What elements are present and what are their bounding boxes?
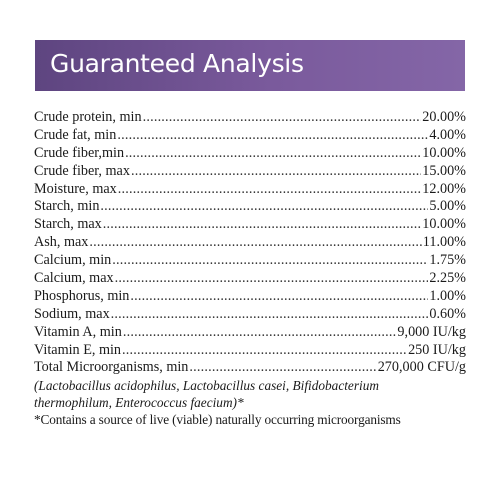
dot-leader xyxy=(115,270,429,287)
analysis-row xyxy=(34,342,466,360)
nutrient-value: 1.75% xyxy=(429,252,466,269)
dot-leader xyxy=(117,127,428,144)
nutrient-value: 9,000 IU/kg xyxy=(397,323,466,340)
analysis-row xyxy=(34,234,466,252)
nutrient-value: 270,000 CFU/g xyxy=(377,359,466,376)
analysis-list xyxy=(34,109,466,428)
nutrient-value: 11.00% xyxy=(422,234,466,251)
analysis-row xyxy=(34,216,466,234)
nutrient-value: 15.00% xyxy=(422,162,466,179)
page-title: Guaranteed Analysis xyxy=(50,49,304,78)
analysis-row xyxy=(34,127,466,145)
analysis-row xyxy=(34,306,466,324)
nutrient-value: 5.00% xyxy=(429,198,466,215)
dot-leader xyxy=(112,252,428,269)
nutrient-value: 20.00% xyxy=(422,109,466,125)
nutrient-label: Crude fiber,min xyxy=(34,144,125,161)
nutrient-label: Ash, max xyxy=(34,234,89,251)
nutrient-value: 0.60% xyxy=(429,305,466,322)
analysis-row xyxy=(34,109,466,127)
analysis-row xyxy=(34,163,466,181)
nutrient-label: Calcium, max xyxy=(34,270,114,287)
analysis-row xyxy=(34,181,466,199)
footnote: *Contains a source of live (viable) naturally occurring microorganisms xyxy=(34,412,401,428)
analysis-row xyxy=(34,252,466,270)
nutrient-label: Crude fat, min xyxy=(34,126,117,143)
analysis-row xyxy=(34,270,466,288)
dot-leader xyxy=(89,234,421,251)
dot-leader xyxy=(130,288,428,305)
microorganism-species-line-1: (Lactobacillus acidophilus, Lactobacillus casei, Bifidobacterium xyxy=(34,378,379,394)
nutrient-value: 10.00% xyxy=(422,216,466,233)
nutrient-label: Starch, min xyxy=(34,198,100,215)
nutrient-label: Moisture, max xyxy=(34,180,117,197)
analysis-row xyxy=(34,145,466,163)
nutrient-value: 10.00% xyxy=(422,144,466,161)
dot-leader xyxy=(123,324,397,341)
dot-leader xyxy=(118,181,422,198)
microorganism-species-line-2: thermophilum, Enterococcus faecium)* xyxy=(34,395,244,411)
dot-leader xyxy=(125,145,421,162)
nutrient-label: Phosphorus, min xyxy=(34,287,130,304)
dot-leader xyxy=(111,306,429,323)
dot-leader xyxy=(131,163,421,180)
nutrient-label: Crude protein, min xyxy=(34,109,142,125)
analysis-row xyxy=(34,198,466,216)
dot-leader xyxy=(122,342,407,359)
nutrient-value: 12.00% xyxy=(422,180,466,197)
dot-leader xyxy=(100,198,428,215)
nutrient-label: Sodium, max xyxy=(34,305,110,322)
nutrient-value: 1.00% xyxy=(429,287,466,304)
analysis-row xyxy=(34,359,466,377)
header-banner xyxy=(35,40,465,91)
nutrient-label: Vitamin E, min xyxy=(34,341,122,358)
nutrient-label: Total Microorganisms, min xyxy=(34,359,189,376)
nutrient-value: 4.00% xyxy=(429,126,466,143)
analysis-row xyxy=(34,324,466,342)
nutrient-label: Starch, max xyxy=(34,216,102,233)
analysis-row xyxy=(34,288,466,306)
nutrient-label: Crude fiber, max xyxy=(34,162,130,179)
nutrient-value: 250 IU/kg xyxy=(408,341,466,358)
nutrient-value: 2.25% xyxy=(429,270,466,287)
dot-leader xyxy=(103,216,421,233)
dot-leader xyxy=(143,109,422,126)
nutrient-label: Vitamin A, min xyxy=(34,323,122,340)
nutrient-label: Calcium, min xyxy=(34,252,112,269)
dot-leader xyxy=(189,359,376,376)
